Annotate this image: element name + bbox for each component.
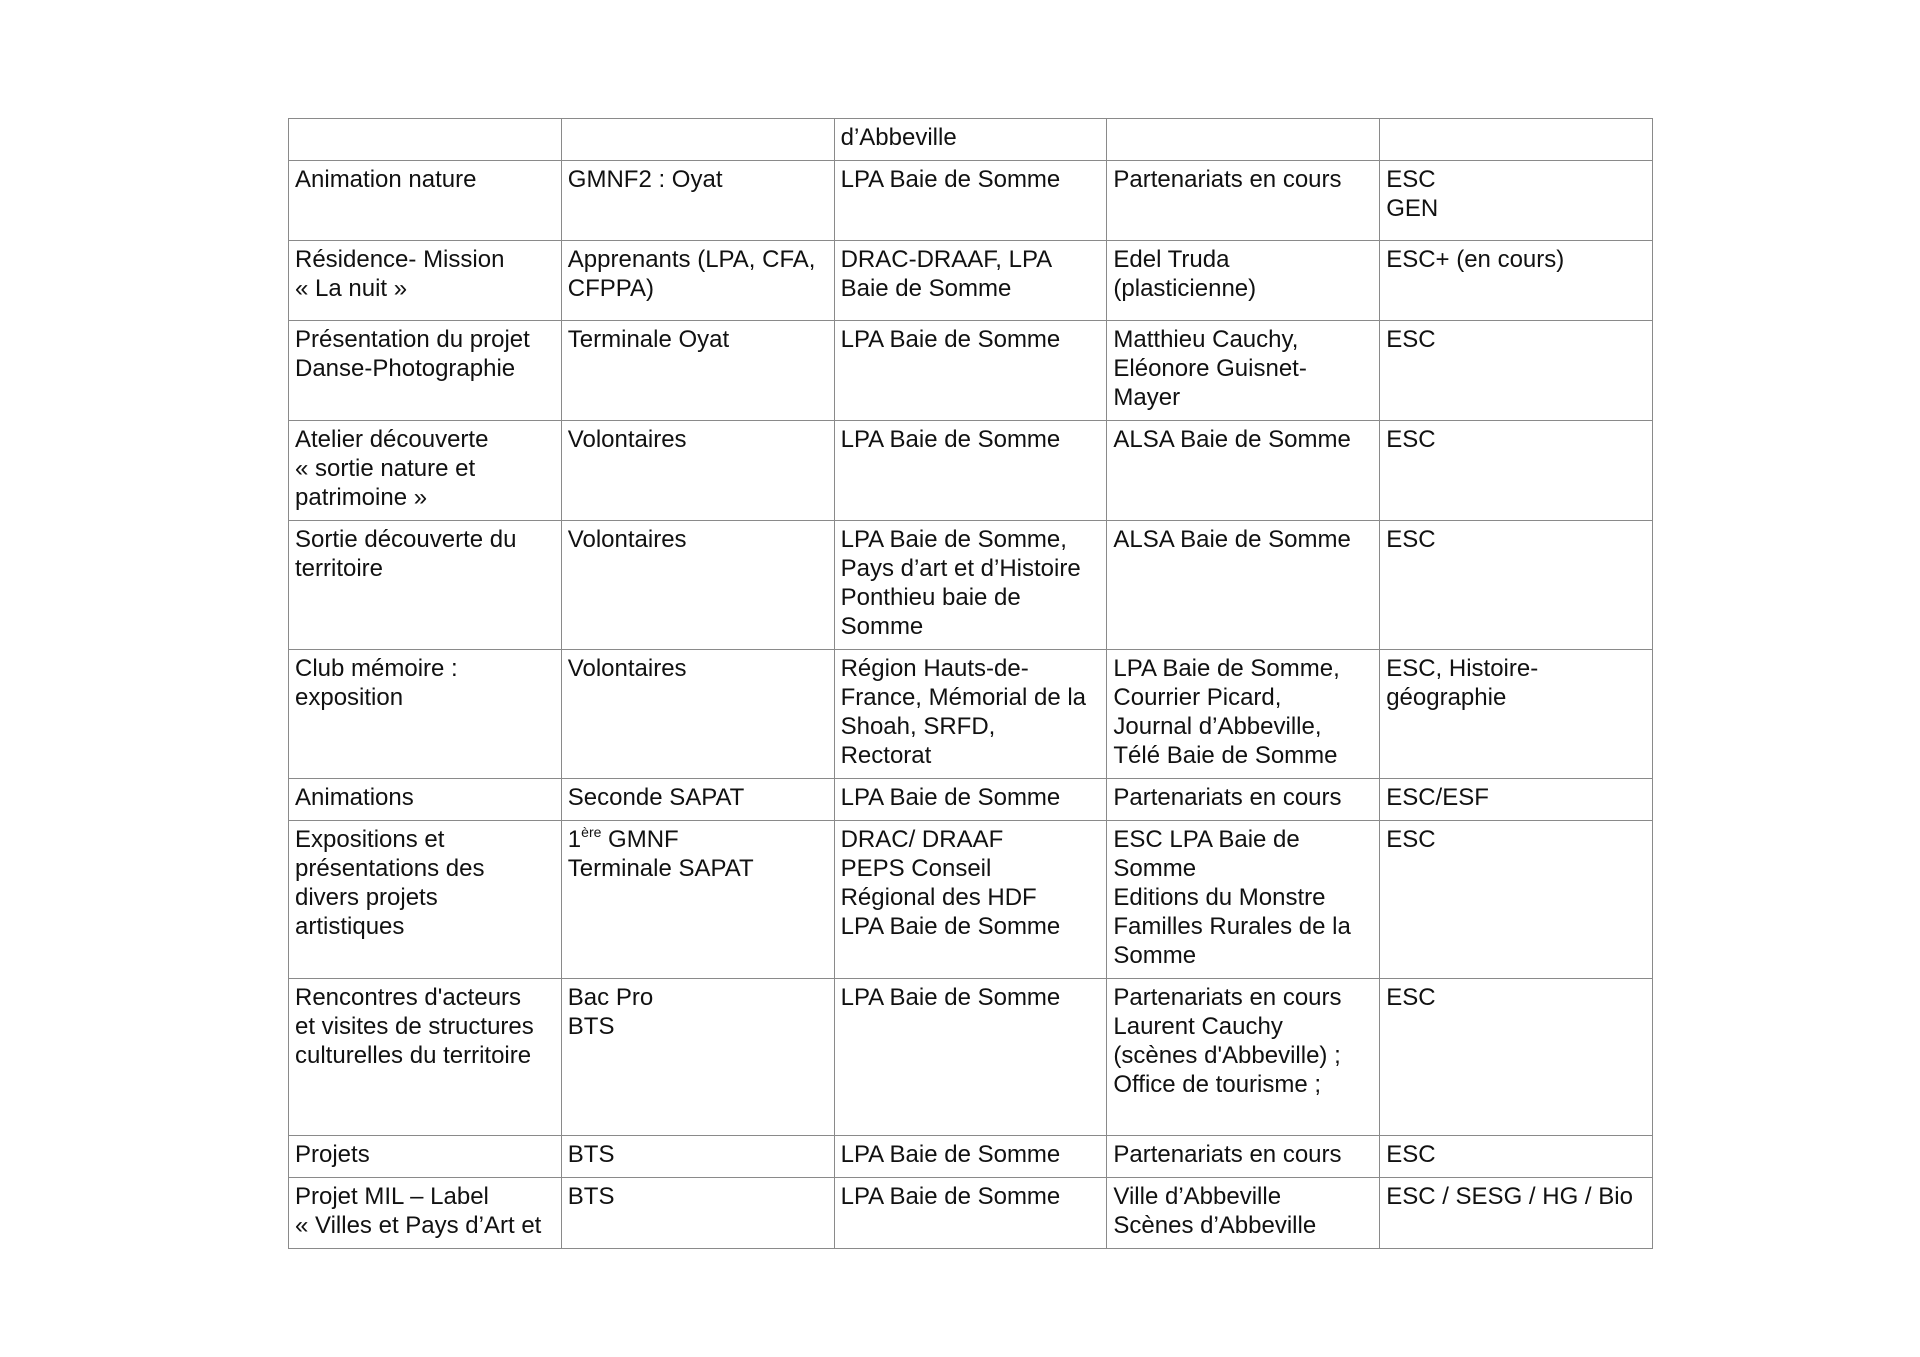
table-cell: ESC	[1380, 521, 1653, 650]
table-cell: Partenariats en cours Laurent Cauchy (scènes d'Abbeville) ; Office de tourisme ;	[1107, 979, 1380, 1136]
table-cell: Rencontres d'acteurs et visites de structures culturelles du territoire	[289, 979, 562, 1136]
table-row	[289, 241, 1653, 321]
table-cell: Expositions et présentations des divers projets artistiques	[289, 821, 562, 979]
table-cell	[289, 119, 562, 161]
table-cell: LPA Baie de Somme, Courrier Picard, Journal d’Abbeville, Télé Baie de Somme	[1107, 650, 1380, 779]
level-number: 1	[567, 826, 582, 853]
table-row	[289, 1178, 1653, 1249]
table-cell: Présentation du projet Danse-Photographie	[289, 321, 562, 421]
table-cell: Résidence- Mission « La nuit »	[289, 241, 562, 321]
table-cell: Animations	[289, 779, 562, 821]
table-cell: LPA Baie de Somme	[834, 979, 1107, 1136]
table-cell: LPA Baie de Somme	[834, 779, 1107, 821]
table-cell	[561, 119, 834, 161]
table-cell: ESC	[1380, 321, 1653, 421]
table-row	[289, 650, 1653, 779]
level-line-2: Terminale SAPAT	[567, 855, 754, 882]
table-cell: ESC LPA Baie de Somme Editions du Monstre Familles Rurales de la Somme	[1107, 821, 1380, 979]
table-cell: LPA Baie de Somme, Pays d’art et d’Histoire Ponthieu baie de Somme	[834, 521, 1107, 650]
table-cell: Projets	[289, 1136, 562, 1178]
table-cell: Partenariats en cours	[1107, 779, 1380, 821]
table-cell	[1107, 119, 1380, 161]
table-cell: Volontaires	[561, 521, 834, 650]
table-cell: LPA Baie de Somme	[834, 1178, 1107, 1249]
table-cell: LPA Baie de Somme	[834, 161, 1107, 241]
table-row	[289, 1136, 1653, 1178]
table-cell: LPA Baie de Somme	[834, 1136, 1107, 1178]
level-rest: GMNF	[601, 826, 679, 853]
table-cell: BTS	[561, 1136, 834, 1178]
table-cell: Bac Pro BTS	[561, 979, 834, 1136]
activities-table	[288, 118, 1653, 1249]
table-cell	[1380, 119, 1653, 161]
table-cell: ESC+ (en cours)	[1380, 241, 1653, 321]
table-cell: ESC	[1380, 421, 1653, 521]
table-row	[289, 521, 1653, 650]
table-cell: Terminale Oyat	[561, 321, 834, 421]
table-cell: ALSA Baie de Somme	[1107, 521, 1380, 650]
table-cell: GMNF2 : Oyat	[561, 161, 834, 241]
table-cell: BTS	[561, 1178, 834, 1249]
table-cell: d’Abbeville	[834, 119, 1107, 161]
level-superscript: ère	[581, 824, 602, 840]
table-cell: DRAC-DRAAF, LPA Baie de Somme	[834, 241, 1107, 321]
table-cell: ESC/ESF	[1380, 779, 1653, 821]
table-cell: ESC / SESG / HG / Bio	[1380, 1178, 1653, 1249]
table-cell: ESC	[1380, 979, 1653, 1136]
table-cell: ESC, Histoire- géographie	[1380, 650, 1653, 779]
table-cell: Sortie découverte du territoire	[289, 521, 562, 650]
table-cell: DRAC/ DRAAF PEPS Conseil Régional des HDF LPA Baie de Somme	[834, 821, 1107, 979]
table-cell: Club mémoire : exposition	[289, 650, 562, 779]
table-row	[289, 321, 1653, 421]
table-cell: Edel Truda (plasticienne)	[1107, 241, 1380, 321]
table-cell: Région Hauts-de- France, Mémorial de la Shoah, SRFD, Rectorat	[834, 650, 1107, 779]
table-cell: ALSA Baie de Somme	[1107, 421, 1380, 521]
table-row	[289, 421, 1653, 521]
table-cell: Animation nature	[289, 161, 562, 241]
table-row	[289, 979, 1653, 1136]
table-cell	[561, 821, 834, 979]
table-cell: LPA Baie de Somme	[834, 421, 1107, 521]
table-cell: Ville d’Abbeville Scènes d’Abbeville	[1107, 1178, 1380, 1249]
table-cell: ESC	[1380, 821, 1653, 979]
table-cell: ESC GEN	[1380, 161, 1653, 241]
table-cell: ESC	[1380, 1136, 1653, 1178]
table-row	[289, 161, 1653, 241]
table-cell: Projet MIL – Label « Villes et Pays d’Art et	[289, 1178, 562, 1249]
table-cell: Apprenants (LPA, CFA, CFPPA)	[561, 241, 834, 321]
table-cell: Volontaires	[561, 421, 834, 521]
table-cell: LPA Baie de Somme	[834, 321, 1107, 421]
table-row	[289, 821, 1653, 979]
table-cell: Partenariats en cours	[1107, 1136, 1380, 1178]
table-row	[289, 779, 1653, 821]
table-cell: Partenariats en cours	[1107, 161, 1380, 241]
table-cell: Seconde SAPAT	[561, 779, 834, 821]
table-cell: Matthieu Cauchy, Eléonore Guisnet- Mayer	[1107, 321, 1380, 421]
table-row	[289, 119, 1653, 161]
table-cell: Atelier découverte « sortie nature et patrimoine »	[289, 421, 562, 521]
table-cell: Volontaires	[561, 650, 834, 779]
